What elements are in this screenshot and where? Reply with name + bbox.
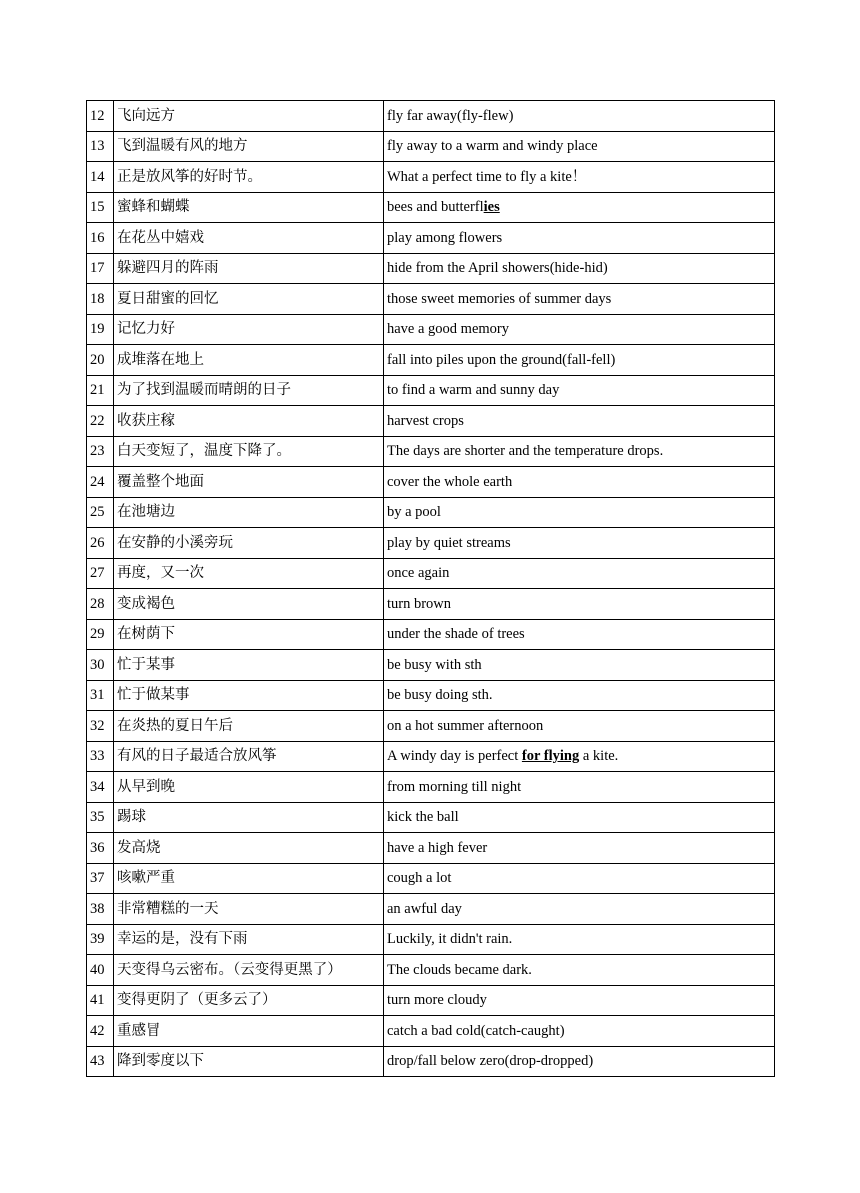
phrase-text: an awful day	[387, 900, 462, 917]
english-phrase	[384, 375, 775, 406]
row-number: 22	[87, 406, 114, 437]
chinese-phrase: 躲避四月的阵雨	[114, 253, 384, 284]
row-number: 35	[87, 802, 114, 833]
english-phrase	[384, 131, 775, 162]
phrase-text: cough a lot	[387, 870, 452, 886]
row-number: 32	[87, 711, 114, 742]
table-row	[87, 863, 775, 894]
table-row	[87, 284, 775, 315]
chinese-phrase: 非常糟糕的一天	[114, 894, 384, 925]
chinese-phrase: 飞向远方	[114, 101, 384, 132]
english-phrase	[384, 619, 775, 650]
row-number: 16	[87, 223, 114, 254]
chinese-phrase: 为了找到温暖而晴朗的日子	[114, 375, 384, 406]
english-phrase	[384, 802, 775, 833]
chinese-phrase: 发高烧	[114, 833, 384, 864]
phrase-text: kick the ball	[387, 809, 459, 825]
table-row	[87, 375, 775, 406]
table-row	[87, 894, 775, 925]
table-row	[87, 101, 775, 132]
chinese-phrase: 在池塘边	[114, 497, 384, 528]
english-phrase	[384, 650, 775, 681]
table-row	[87, 680, 775, 711]
phrase-text: What a perfect time to fly a kite！	[387, 168, 587, 185]
row-number: 40	[87, 955, 114, 986]
row-number: 39	[87, 924, 114, 955]
table-row	[87, 955, 775, 986]
phrase-text: those sweet memories of summer days	[387, 290, 612, 307]
phrase-text: a kite.	[579, 748, 619, 764]
row-number: 25	[87, 497, 114, 528]
chinese-phrase: 成堆落在地上	[114, 345, 384, 376]
phrase-text: bees and butterfl	[387, 199, 484, 215]
row-number: 29	[87, 619, 114, 650]
row-number: 41	[87, 985, 114, 1016]
phrase-text: have a good memory	[387, 321, 510, 337]
phrase-text: be busy doing sth.	[387, 687, 493, 703]
chinese-phrase: 覆盖整个地面	[114, 467, 384, 498]
table-row	[87, 802, 775, 833]
phrase-text: from morning till night	[387, 778, 522, 795]
table-row	[87, 589, 775, 620]
english-phrase	[384, 955, 775, 986]
phrase-text: A windy day is perfect	[387, 748, 522, 764]
table-row	[87, 314, 775, 345]
table-row	[87, 345, 775, 376]
row-number: 18	[87, 284, 114, 315]
row-number: 20	[87, 345, 114, 376]
row-number: 24	[87, 467, 114, 498]
english-phrase	[384, 223, 775, 254]
table-row	[87, 497, 775, 528]
row-number: 12	[87, 101, 114, 132]
english-phrase	[384, 924, 775, 955]
chinese-phrase: 再度，又一次	[114, 558, 384, 589]
row-number: 17	[87, 253, 114, 284]
phrase-text: hide from the April showers(hide-hid)	[387, 260, 608, 276]
table-row	[87, 162, 775, 193]
table-row	[87, 924, 775, 955]
table-row	[87, 131, 775, 162]
english-phrase	[384, 894, 775, 925]
phrase-text: The days are shorter and the temperature drops.	[387, 443, 664, 459]
chinese-phrase: 忙于做某事	[114, 680, 384, 711]
phrase-text: play by quiet streams	[387, 534, 511, 551]
row-number: 26	[87, 528, 114, 559]
phrase-text: catch a bad cold(catch-caught)	[387, 1022, 565, 1039]
row-number: 13	[87, 131, 114, 162]
vocabulary-table	[86, 100, 775, 1077]
row-number: 27	[87, 558, 114, 589]
chinese-phrase: 降到零度以下	[114, 1046, 384, 1077]
row-number: 38	[87, 894, 114, 925]
phrase-text: drop/fall below zero(drop-dropped)	[387, 1053, 594, 1069]
phrase-text: turn more cloudy	[387, 992, 487, 1008]
chinese-phrase: 忙于某事	[114, 650, 384, 681]
table-row	[87, 192, 775, 223]
table-row	[87, 467, 775, 498]
phrase-text: fly away to a warm and windy place	[387, 138, 598, 154]
english-phrase	[384, 833, 775, 864]
chinese-phrase: 有风的日子最适合放风筝	[114, 741, 384, 772]
english-phrase	[384, 253, 775, 284]
chinese-phrase: 记忆力好	[114, 314, 384, 345]
phrase-text: be busy with sth	[387, 656, 482, 673]
chinese-phrase: 收获庄稼	[114, 406, 384, 437]
phrase-text: The clouds became dark.	[387, 961, 532, 978]
table-row	[87, 985, 775, 1016]
english-phrase	[384, 863, 775, 894]
chinese-phrase: 在花丛中嬉戏	[114, 223, 384, 254]
row-number: 34	[87, 772, 114, 803]
english-phrase	[384, 741, 775, 772]
table-row	[87, 528, 775, 559]
row-number: 33	[87, 741, 114, 772]
phrase-text: under the shade of trees	[387, 626, 525, 642]
chinese-phrase: 在炎热的夏日午后	[114, 711, 384, 742]
row-number: 37	[87, 863, 114, 894]
table-row	[87, 833, 775, 864]
phrase-text: to find a warm and sunny day	[387, 382, 560, 398]
english-phrase	[384, 772, 775, 803]
chinese-phrase: 在安静的小溪旁玩	[114, 528, 384, 559]
table-row	[87, 436, 775, 467]
english-phrase	[384, 1046, 775, 1077]
row-number: 19	[87, 314, 114, 345]
phrase-text: by a pool	[387, 504, 441, 520]
phrase-text: fly far away(fly-flew)	[387, 107, 514, 124]
row-number: 28	[87, 589, 114, 620]
table-row	[87, 711, 775, 742]
vocabulary-table-body	[87, 101, 775, 1077]
highlighted-text: for flying	[521, 748, 580, 764]
english-phrase	[384, 436, 775, 467]
chinese-phrase: 夏日甜蜜的回忆	[114, 284, 384, 315]
table-row	[87, 741, 775, 772]
phrase-text: once again	[387, 565, 450, 581]
chinese-phrase: 咳嗽严重	[114, 863, 384, 894]
table-row	[87, 619, 775, 650]
table-row	[87, 1016, 775, 1047]
chinese-phrase: 变成褐色	[114, 589, 384, 620]
chinese-phrase: 重感冒	[114, 1016, 384, 1047]
english-phrase	[384, 467, 775, 498]
row-number: 23	[87, 436, 114, 467]
table-row	[87, 772, 775, 803]
english-phrase	[384, 1016, 775, 1047]
phrase-text: on a hot summer afternoon	[387, 717, 544, 734]
chinese-phrase: 正是放风筝的好时节。	[114, 162, 384, 193]
english-phrase	[384, 284, 775, 315]
english-phrase	[384, 711, 775, 742]
english-phrase	[384, 192, 775, 223]
english-phrase	[384, 406, 775, 437]
english-phrase	[384, 558, 775, 589]
table-row	[87, 223, 775, 254]
phrase-text: Luckily, it didn't rain.	[387, 931, 513, 947]
table-row	[87, 406, 775, 437]
phrase-text: harvest crops	[387, 412, 464, 429]
table-row	[87, 558, 775, 589]
english-phrase	[384, 589, 775, 620]
row-number: 42	[87, 1016, 114, 1047]
row-number: 15	[87, 192, 114, 223]
chinese-phrase: 天变得乌云密布。（云变得更黑了）	[114, 955, 384, 986]
phrase-text: cover the whole earth	[387, 473, 513, 490]
row-number: 43	[87, 1046, 114, 1077]
chinese-phrase: 白天变短了，温度下降了。	[114, 436, 384, 467]
phrase-text: have a high fever	[387, 839, 488, 856]
english-phrase	[384, 985, 775, 1016]
chinese-phrase: 从早到晚	[114, 772, 384, 803]
english-phrase	[384, 314, 775, 345]
phrase-text: play among flowers	[387, 229, 503, 246]
english-phrase	[384, 680, 775, 711]
english-phrase	[384, 528, 775, 559]
table-row	[87, 1046, 775, 1077]
english-phrase	[384, 345, 775, 376]
chinese-phrase: 蜜蜂和蝴蝶	[114, 192, 384, 223]
english-phrase	[384, 162, 775, 193]
phrase-text: fall into piles upon the ground(fall-fell)	[387, 351, 616, 368]
chinese-phrase: 飞到温暖有风的地方	[114, 131, 384, 162]
row-number: 31	[87, 680, 114, 711]
chinese-phrase: 踢球	[114, 802, 384, 833]
english-phrase	[384, 497, 775, 528]
row-number: 14	[87, 162, 114, 193]
row-number: 21	[87, 375, 114, 406]
chinese-phrase: 幸运的是，没有下雨	[114, 924, 384, 955]
english-phrase	[384, 101, 775, 132]
row-number: 36	[87, 833, 114, 864]
table-row	[87, 253, 775, 284]
table-row	[87, 650, 775, 681]
highlighted-text: ies	[483, 199, 500, 215]
chinese-phrase: 变得更阴了（更多云了）	[114, 985, 384, 1016]
chinese-phrase: 在树荫下	[114, 619, 384, 650]
phrase-text: turn brown	[387, 595, 452, 612]
row-number: 30	[87, 650, 114, 681]
